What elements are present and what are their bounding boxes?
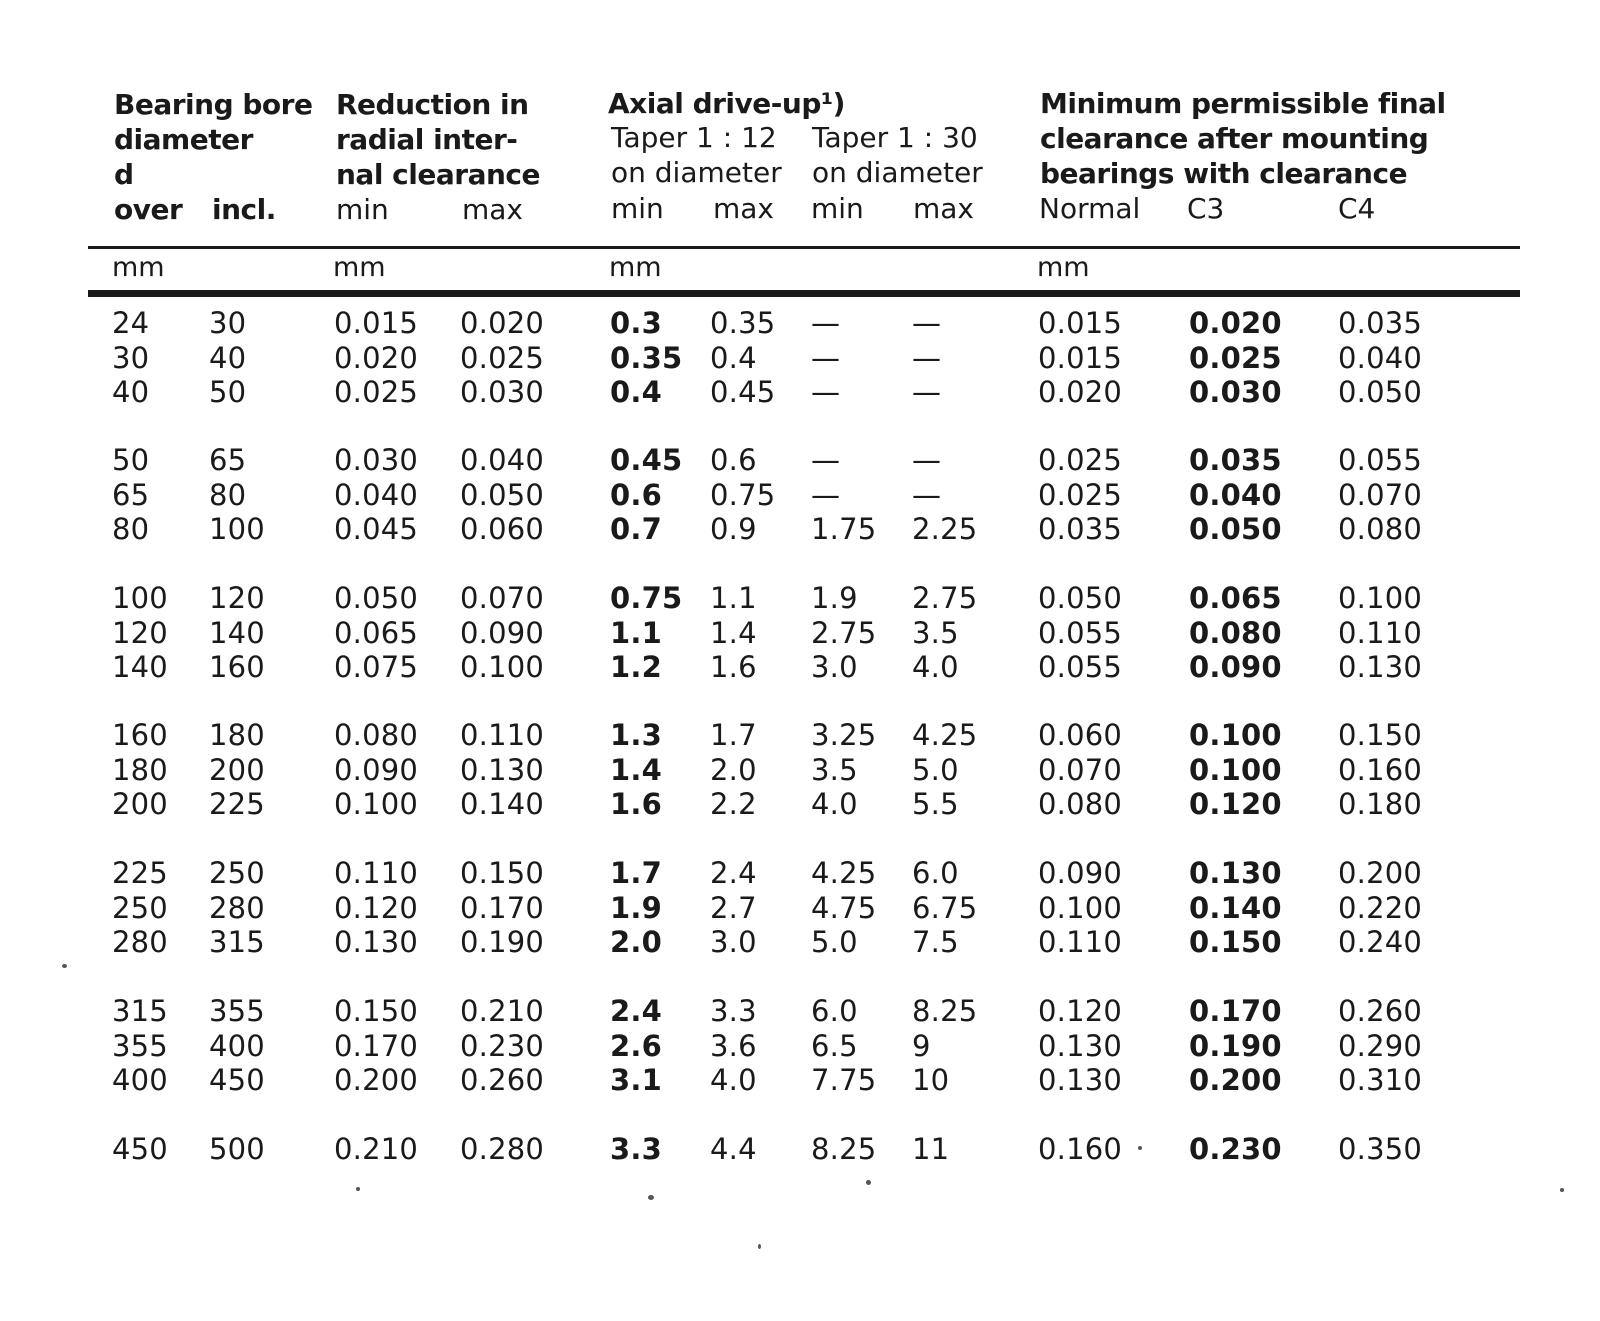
cell-reduction-max: 0.140	[460, 787, 545, 821]
cell-final-c4: 0.290	[1338, 1028, 1423, 1063]
cell-final-c4: 0.240	[1338, 925, 1423, 959]
cell-final-c3: 0.120	[1189, 787, 1282, 821]
cell-final-normal: 0.060	[1038, 718, 1123, 752]
header-bore-line2: diameter	[114, 123, 253, 156]
cell-taper30-min: 3.0	[811, 650, 858, 684]
header-final-c3: C3	[1187, 192, 1225, 225]
cell-final-c4: 0.260	[1338, 994, 1423, 1028]
cell-taper30-max: 5.0	[912, 752, 959, 787]
cell-final-c3: 0.100	[1189, 718, 1282, 752]
cell-taper30-max: 2.75	[912, 581, 978, 615]
cell-taper12-max: 3.6	[710, 1028, 757, 1063]
cell-reduction-max: 0.100	[460, 650, 545, 684]
cell-taper30-min: 3.25	[811, 718, 877, 752]
cell-final-c4: 0.070	[1338, 477, 1423, 512]
cell-taper12-max: 0.9	[710, 512, 757, 546]
unit-bore: mm	[112, 252, 165, 283]
cell-final-c3: 0.140	[1189, 890, 1282, 925]
cell-bore-over: 24	[112, 306, 150, 340]
cell-final-c4: 0.100	[1338, 581, 1423, 615]
cell-final-c4: 0.150	[1338, 718, 1423, 752]
cell-reduction-min: 0.045	[334, 512, 419, 546]
cell-bore-over: 180	[112, 752, 168, 787]
scan-speck	[356, 1187, 360, 1191]
cell-reduction-max: 0.280	[460, 1132, 545, 1166]
cell-taper12-max: 2.2	[710, 787, 757, 821]
header-bore-incl: incl.	[212, 193, 276, 226]
header-final-line1: Minimum permissible final	[1040, 87, 1446, 120]
cell-taper12-min: 1.6	[610, 787, 662, 821]
cell-bore-incl: 100	[209, 512, 265, 546]
cell-final-normal: 0.050	[1038, 581, 1123, 615]
cell-reduction-max: 0.090	[460, 615, 545, 650]
header-taper12-max: max	[713, 192, 775, 225]
cell-bore-incl: 120	[209, 581, 265, 615]
cell-final-c3: 0.040	[1189, 477, 1282, 512]
cell-final-c4: 0.040	[1338, 340, 1423, 375]
cell-taper12-max: 4.4	[710, 1132, 757, 1166]
cell-final-c4: 0.050	[1338, 375, 1423, 409]
cell-reduction-max: 0.170	[460, 890, 545, 925]
cell-taper30-max: —	[912, 375, 942, 409]
cell-final-c3: 0.230	[1189, 1132, 1282, 1166]
cell-final-normal: 0.070	[1038, 752, 1123, 787]
header-axial-title: Axial drive-up¹)	[608, 87, 845, 120]
cell-taper12-min: 2.6	[610, 1028, 662, 1063]
cell-reduction-min: 0.100	[334, 787, 419, 821]
header-final-line2: clearance after mounting	[1040, 122, 1429, 155]
cell-taper12-max: 2.0	[710, 752, 757, 787]
cell-bore-over: 250	[112, 890, 168, 925]
cell-final-c3: 0.190	[1189, 1028, 1282, 1063]
cell-bore-over: 280	[112, 925, 168, 959]
cell-reduction-max: 0.190	[460, 925, 545, 959]
cell-final-c3: 0.035	[1189, 443, 1282, 477]
cell-reduction-max: 0.025	[460, 340, 545, 375]
cell-taper12-max: 0.45	[710, 375, 776, 409]
cell-final-c3: 0.150	[1189, 925, 1282, 959]
header-reduction-min: min	[336, 193, 389, 226]
scan-speck	[866, 1180, 871, 1185]
cell-taper30-max: —	[912, 306, 942, 340]
cell-reduction-max: 0.130	[460, 752, 545, 787]
cell-taper30-min: 4.0	[811, 787, 858, 821]
header-bore-over: over	[114, 193, 183, 226]
cell-bore-incl: 400	[209, 1028, 265, 1063]
cell-reduction-max: 0.050	[460, 477, 545, 512]
cell-bore-incl: 140	[209, 615, 265, 650]
cell-taper12-min: 2.4	[610, 994, 662, 1028]
cell-final-normal: 0.080	[1038, 787, 1123, 821]
scan-speck	[62, 964, 67, 968]
cell-bore-incl: 355	[209, 994, 265, 1028]
cell-bore-incl: 225	[209, 787, 265, 821]
cell-reduction-min: 0.020	[334, 340, 419, 375]
cell-reduction-min: 0.040	[334, 477, 419, 512]
cell-taper12-max: 0.6	[710, 443, 757, 477]
unit-final: mm	[1037, 252, 1090, 283]
cell-taper30-max: 3.5	[912, 615, 959, 650]
cell-taper12-min: 0.75	[610, 581, 683, 615]
cell-bore-over: 50	[112, 443, 150, 477]
cell-taper12-min: 0.6	[610, 477, 662, 512]
cell-final-c3: 0.100	[1189, 752, 1282, 787]
cell-reduction-min: 0.025	[334, 375, 419, 409]
cell-reduction-min: 0.170	[334, 1028, 419, 1063]
cell-bore-incl: 65	[209, 443, 247, 477]
cell-bore-over: 450	[112, 1132, 168, 1166]
cell-reduction-min: 0.050	[334, 581, 419, 615]
cell-reduction-min: 0.210	[334, 1132, 419, 1166]
header-final-c4: C4	[1338, 192, 1376, 225]
cell-final-c3: 0.025	[1189, 340, 1282, 375]
cell-reduction-max: 0.040	[460, 443, 545, 477]
cell-final-normal: 0.055	[1038, 615, 1123, 650]
units-rule	[88, 290, 1520, 297]
cell-reduction-min: 0.130	[334, 925, 419, 959]
cell-bore-over: 65	[112, 477, 150, 512]
cell-reduction-min: 0.030	[334, 443, 419, 477]
cell-taper12-min: 1.4	[610, 752, 662, 787]
cell-taper12-max: 1.7	[710, 718, 757, 752]
cell-bore-over: 200	[112, 787, 168, 821]
header-taper12-line2: on diameter	[611, 156, 782, 189]
cell-taper12-max: 0.4	[710, 340, 757, 375]
cell-taper12-max: 1.6	[710, 650, 757, 684]
cell-taper30-max: 5.5	[912, 787, 959, 821]
cell-taper12-min: 0.45	[610, 443, 683, 477]
cell-bore-over: 100	[112, 581, 168, 615]
cell-reduction-max: 0.030	[460, 375, 545, 409]
cell-final-c4: 0.160	[1338, 752, 1423, 787]
header-taper12-line1: Taper 1 : 12	[611, 121, 777, 154]
cell-reduction-min: 0.080	[334, 718, 419, 752]
cell-taper30-min: 4.75	[811, 890, 877, 925]
cell-final-normal: 0.055	[1038, 650, 1123, 684]
cell-final-c4: 0.080	[1338, 512, 1423, 546]
cell-taper30-max: 4.0	[912, 650, 959, 684]
header-reduction-line1: Reduction in	[336, 88, 529, 121]
unit-axial: mm	[609, 252, 662, 283]
cell-final-c4: 0.350	[1338, 1132, 1423, 1166]
cell-bore-incl: 280	[209, 890, 265, 925]
cell-reduction-min: 0.150	[334, 994, 419, 1028]
cell-reduction-min: 0.090	[334, 752, 419, 787]
cell-final-c3: 0.030	[1189, 375, 1282, 409]
header-taper30-min: min	[811, 192, 864, 225]
unit-reduction: mm	[333, 252, 386, 283]
cell-taper30-max: 6.0	[912, 856, 959, 890]
cell-taper12-min: 1.9	[610, 890, 662, 925]
cell-taper12-min: 0.7	[610, 512, 662, 546]
cell-reduction-max: 0.110	[460, 718, 545, 752]
cell-taper30-max: 7.5	[912, 925, 959, 959]
cell-taper12-min: 1.3	[610, 718, 662, 752]
cell-bore-incl: 30	[209, 306, 247, 340]
header-taper30-line2: on diameter	[812, 156, 983, 189]
cell-final-normal: 0.020	[1038, 375, 1123, 409]
cell-final-c4: 0.055	[1338, 443, 1423, 477]
cell-reduction-max: 0.070	[460, 581, 545, 615]
cell-bore-incl: 180	[209, 718, 265, 752]
cell-taper30-min: 1.75	[811, 512, 877, 546]
cell-final-c4: 0.110	[1338, 615, 1423, 650]
cell-bore-incl: 50	[209, 375, 247, 409]
cell-taper30-min: 8.25	[811, 1132, 877, 1166]
cell-final-c3: 0.050	[1189, 512, 1282, 546]
cell-taper30-max: 9	[912, 1028, 931, 1063]
cell-taper12-min: 1.2	[610, 650, 662, 684]
cell-taper30-min: 2.75	[811, 615, 877, 650]
header-rule	[88, 246, 1520, 249]
cell-final-normal: 0.025	[1038, 443, 1123, 477]
cell-final-c4: 0.220	[1338, 890, 1423, 925]
cell-taper12-max: 0.35	[710, 306, 776, 340]
cell-bore-incl: 40	[209, 340, 247, 375]
header-taper12-min: min	[611, 192, 664, 225]
cell-final-c3: 0.080	[1189, 615, 1282, 650]
scan-speck	[1560, 1188, 1564, 1192]
cell-reduction-min: 0.015	[334, 306, 419, 340]
header-taper30-max: max	[913, 192, 975, 225]
cell-reduction-min: 0.065	[334, 615, 419, 650]
cell-taper30-min: —	[811, 477, 841, 512]
cell-taper30-min: 6.5	[811, 1028, 858, 1063]
cell-final-c4: 0.200	[1338, 856, 1423, 890]
cell-bore-incl: 80	[209, 477, 247, 512]
cell-taper30-max: 2.25	[912, 512, 978, 546]
cell-taper30-min: —	[811, 340, 841, 375]
cell-final-normal: 0.160	[1038, 1132, 1123, 1166]
cell-bore-incl: 250	[209, 856, 265, 890]
header-bore-line3: d	[114, 158, 134, 191]
cell-reduction-min: 0.200	[334, 1063, 419, 1097]
cell-reduction-min: 0.120	[334, 890, 419, 925]
cell-bore-over: 315	[112, 994, 168, 1028]
cell-bore-incl: 450	[209, 1063, 265, 1097]
cell-reduction-max: 0.230	[460, 1028, 545, 1063]
cell-final-c4: 0.130	[1338, 650, 1423, 684]
cell-taper12-max: 2.7	[710, 890, 757, 925]
cell-taper30-min: 7.75	[811, 1063, 877, 1097]
cell-taper12-max: 3.3	[710, 994, 757, 1028]
cell-taper12-max: 3.0	[710, 925, 757, 959]
cell-bore-over: 140	[112, 650, 168, 684]
cell-final-normal: 0.110	[1038, 925, 1123, 959]
header-reduction-max: max	[462, 193, 524, 226]
cell-final-c3: 0.200	[1189, 1063, 1282, 1097]
cell-taper12-min: 0.3	[610, 306, 662, 340]
scan-speck	[1138, 1146, 1142, 1150]
cell-bore-over: 355	[112, 1028, 168, 1063]
cell-taper12-min: 2.0	[610, 925, 662, 959]
scan-speck	[758, 1244, 761, 1249]
cell-taper12-min: 3.1	[610, 1063, 662, 1097]
header-final-normal: Normal	[1039, 192, 1141, 225]
cell-bore-over: 160	[112, 718, 168, 752]
header-final-line3: bearings with clearance	[1040, 157, 1408, 190]
header-bore-line1: Bearing bore	[114, 88, 313, 121]
header-taper30-line1: Taper 1 : 30	[812, 121, 978, 154]
cell-taper12-max: 4.0	[710, 1063, 757, 1097]
cell-taper30-min: —	[811, 306, 841, 340]
cell-reduction-max: 0.260	[460, 1063, 545, 1097]
cell-taper30-max: —	[912, 340, 942, 375]
cell-taper30-max: 6.75	[912, 890, 978, 925]
cell-taper30-max: 10	[912, 1063, 950, 1097]
header-reduction-line3: nal clearance	[336, 158, 540, 191]
cell-taper30-min: 4.25	[811, 856, 877, 890]
cell-taper12-min: 3.3	[610, 1132, 662, 1166]
cell-taper30-min: 6.0	[811, 994, 858, 1028]
cell-bore-over: 400	[112, 1063, 168, 1097]
cell-taper30-max: 4.25	[912, 718, 978, 752]
cell-taper12-max: 0.75	[710, 477, 776, 512]
cell-bore-incl: 160	[209, 650, 265, 684]
cell-final-c4: 0.310	[1338, 1063, 1423, 1097]
cell-taper30-min: 5.0	[811, 925, 858, 959]
cell-bore-over: 225	[112, 856, 168, 890]
cell-final-normal: 0.120	[1038, 994, 1123, 1028]
cell-taper12-max: 2.4	[710, 856, 757, 890]
cell-final-normal: 0.025	[1038, 477, 1123, 512]
cell-final-c3: 0.130	[1189, 856, 1282, 890]
cell-final-c3: 0.170	[1189, 994, 1282, 1028]
cell-taper12-min: 1.7	[610, 856, 662, 890]
cell-final-normal: 0.100	[1038, 890, 1123, 925]
cell-final-c3: 0.065	[1189, 581, 1282, 615]
cell-bore-over: 30	[112, 340, 150, 375]
cell-reduction-min: 0.075	[334, 650, 419, 684]
cell-final-c3: 0.020	[1189, 306, 1282, 340]
cell-final-c4: 0.180	[1338, 787, 1423, 821]
cell-bore-incl: 200	[209, 752, 265, 787]
cell-taper12-min: 1.1	[610, 615, 662, 650]
cell-final-normal: 0.130	[1038, 1028, 1123, 1063]
cell-taper30-min: —	[811, 443, 841, 477]
cell-taper30-min: 1.9	[811, 581, 858, 615]
cell-reduction-max: 0.060	[460, 512, 545, 546]
cell-final-c3: 0.090	[1189, 650, 1282, 684]
cell-taper30-min: —	[811, 375, 841, 409]
cell-final-normal: 0.130	[1038, 1063, 1123, 1097]
cell-taper30-max: 8.25	[912, 994, 978, 1028]
cell-reduction-max: 0.150	[460, 856, 545, 890]
cell-taper30-min: 3.5	[811, 752, 858, 787]
cell-taper12-min: 0.35	[610, 340, 683, 375]
cell-taper12-min: 0.4	[610, 375, 662, 409]
cell-taper30-max: 11	[912, 1132, 950, 1166]
cell-taper30-max: —	[912, 477, 942, 512]
cell-final-normal: 0.035	[1038, 512, 1123, 546]
cell-final-normal: 0.015	[1038, 306, 1123, 340]
cell-taper12-max: 1.4	[710, 615, 757, 650]
cell-final-normal: 0.090	[1038, 856, 1123, 890]
cell-reduction-max: 0.210	[460, 994, 545, 1028]
cell-bore-over: 120	[112, 615, 168, 650]
scan-speck	[648, 1195, 654, 1200]
cell-taper12-max: 1.1	[710, 581, 757, 615]
cell-final-c4: 0.035	[1338, 306, 1423, 340]
cell-bore-over: 80	[112, 512, 150, 546]
cell-taper30-max: —	[912, 443, 942, 477]
cell-bore-incl: 500	[209, 1132, 265, 1166]
cell-reduction-max: 0.020	[460, 306, 545, 340]
cell-final-normal: 0.015	[1038, 340, 1123, 375]
header-reduction-line2: radial inter-	[336, 123, 518, 156]
cell-reduction-min: 0.110	[334, 856, 419, 890]
cell-bore-incl: 315	[209, 925, 265, 959]
cell-bore-over: 40	[112, 375, 150, 409]
